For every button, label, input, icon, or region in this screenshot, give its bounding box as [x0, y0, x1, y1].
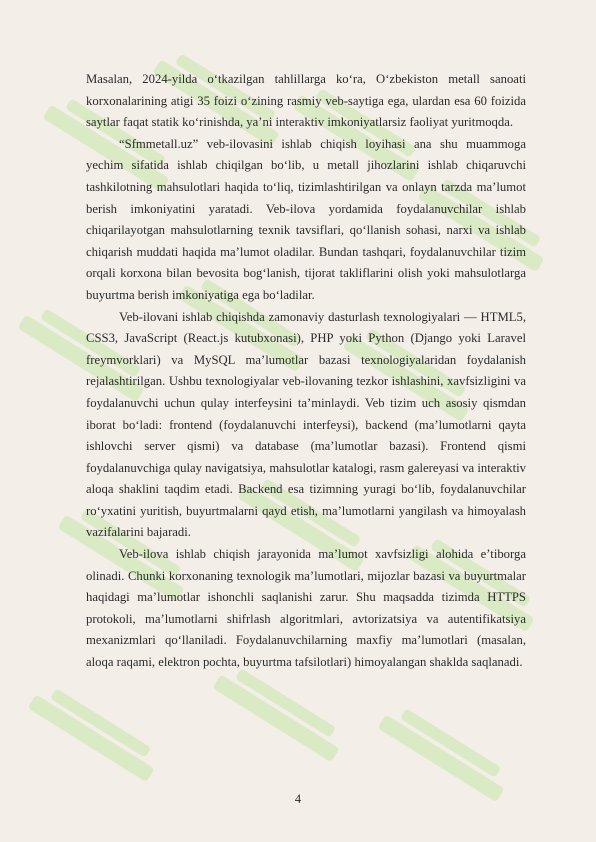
paragraph-1: Masalan, 2024-yilda o‘tkazilgan tahlillarga ko‘ra, O‘zbekiston metall sanoati korxonalarining atigi 35 foizi o‘zining rasmiy veb-saytiga ega, ulardan esa 60 foizida saytlar faqat statik ko‘rinishda, ya’ni interaktiv imkoniyatlarsiz faoliyat yuritmoqda.: [86, 72, 526, 130]
watermark-mark: [212, 661, 348, 762]
paragraph-2: “Sfmmetall.uz” veb-ilovasini ishlab chiqish loyihasi ana shu muammoga yechim sifatida ishlab chiqilgan bo‘lib, u metall jihozlarini ishlab chiqaruvchi tashkilotning mahsulotlari haqida to‘liq, tizimlashtirilgan va onlayn tarzda ma’lumot berish imkoniyatini yaratadi. Veb-ilova yordamida foydalanuvchilar ishlab chiqarilayotgan mahsulotlarning texnik tavsiflari, qo‘llanish sohasi, narxi va ishlab chiqarish muddati haqida ma’lumot oladilar. Bundan tashqari, foydalanuvchilar tizim orqali korxona bilan bevosita bog‘lanish, tijorat takliflarini olish yoki mahsulotlarga buyurtma berish imkoniyatiga ega bo‘ladilar.: [86, 136, 526, 302]
watermark-mark: [377, 701, 513, 802]
watermark-mark: [27, 681, 163, 782]
page-number: 4: [294, 792, 302, 806]
paragraph-4: Veb-ilova ishlab chiqish jarayonida ma’lumot xavfsizligi alohida e’tiborga olinadi. Chunki korxonaning texnologik ma’lumotlari, mijozlar bazasi va buyurtmalar haqidagi ma’lumotlar ishonchli saqlanishi zarur. Shu maqsadda tizimda HTTPS protokoli, ma’lumotlarni shifrlash algoritmlari, avtorizatsiya va autentifikatsiya mexanizmlari qo‘llaniladi. Foydalanuvchilarning maxfiy ma’lumotlari (masalan, aloqa raqami, elektron pochta, buyurtma tafsilotlari) himoyalangan shaklda saqlanadi.: [86, 547, 526, 670]
paragraph-3: Veb-ilovani ishlab chiqishda zamonaviy dasturlash texnologiyalari — HTML5, CSS3, JavaScript (React.js kutubxonasi), PHP yoki Python (Django yoki Laravel freymvorklari) va MySQL ma’lumotlar bazasi texnologiyalaridan foydalanish rejalashtirilgan. Ushbu texnologiyalar veb-ilovaning tezkor ishlashini, xavfsizligini va foydalanuvchi uchun qulay interfeysini ta’minlaydi. Veb tizim uch asosiy qismdan iborat bo‘ladi: frontend (foydalanuvchi interfeysi), backend (ma’lumotlarni qayta ishlovchi server qismi) va database (ma’lumotlar bazasi). Frontend qismi foydalanuvchiga qulay navigatsiya, mahsulotlar katalogi, rasm galereyasi va interaktiv aloqa shaklini taqdim etadi. Backend esa tizimning yuragi bo‘lib, foydalanuvchilar ro‘yxatini yuritish, buyurtmalarni qayd etish, ma’lumotlarni yangilash va himoyalash vazifalarini bajaradi.: [86, 309, 526, 540]
body-text: [86, 69, 526, 674]
